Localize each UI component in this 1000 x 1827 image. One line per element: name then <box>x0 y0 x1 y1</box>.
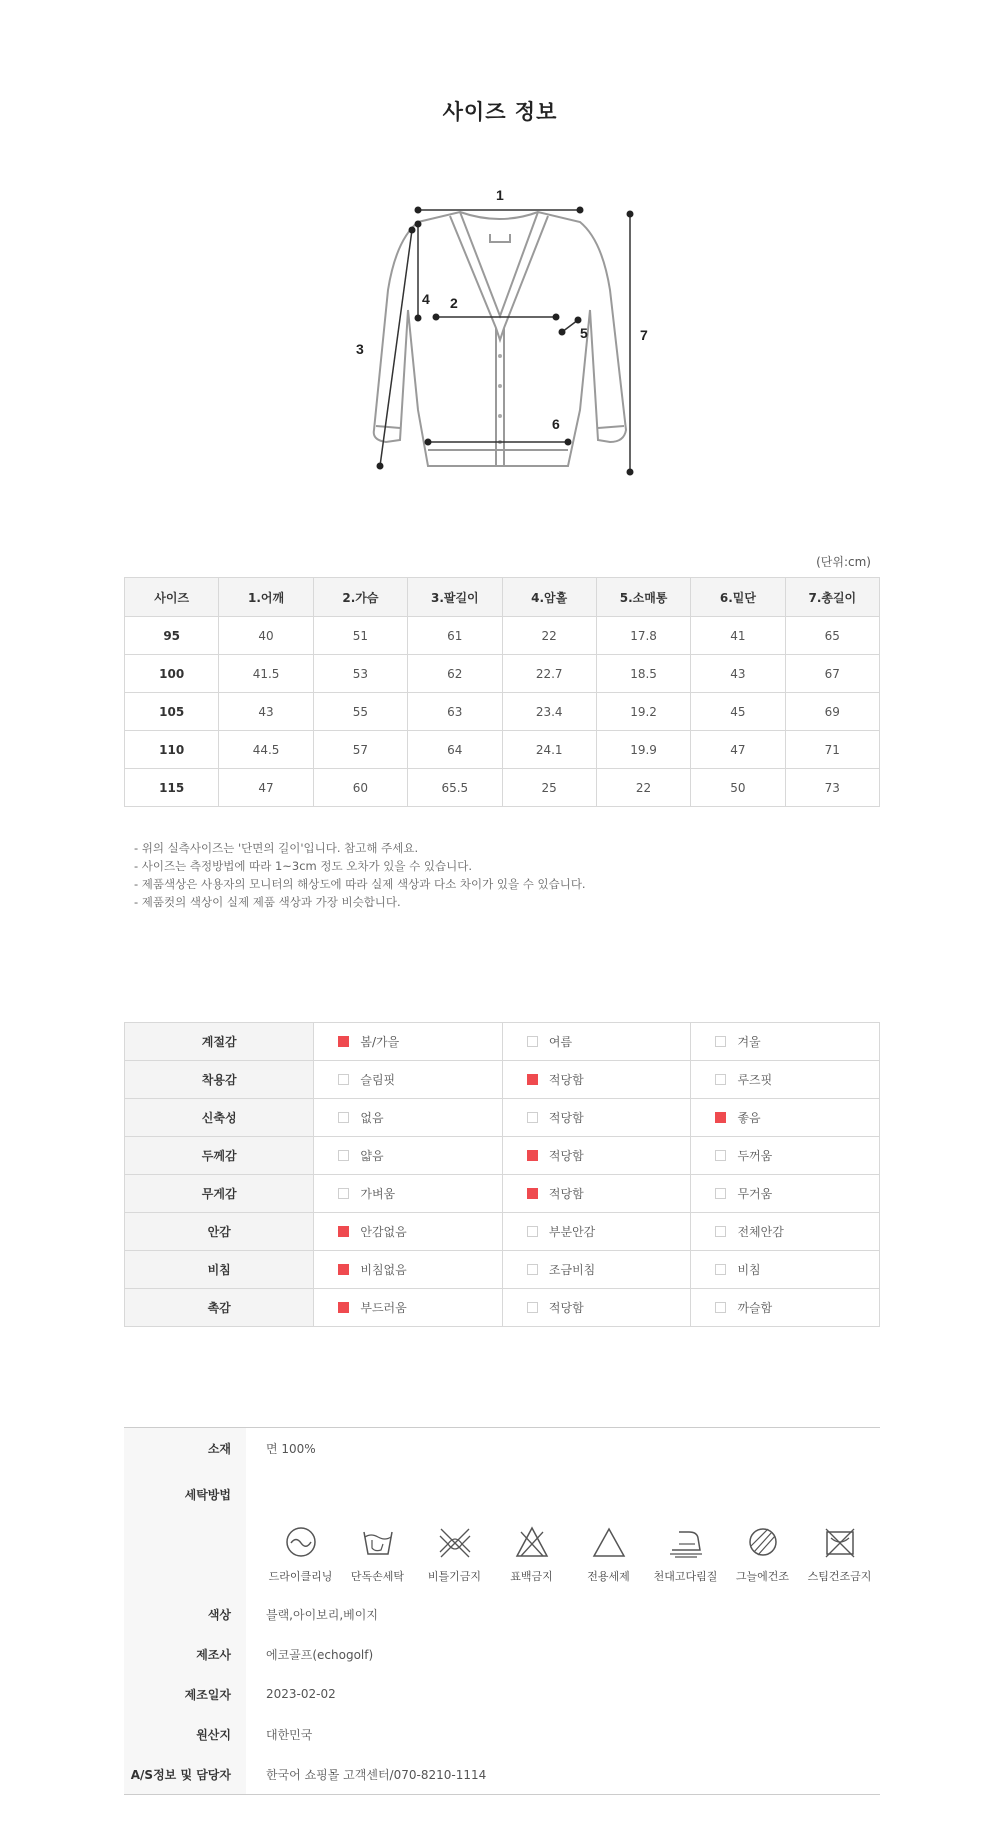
option-label: 적당함 <box>548 1187 584 1201</box>
unchecked-box <box>527 1036 538 1047</box>
as-value: 한국어 쇼핑몰 고객센터/070-8210-1114 <box>266 1767 487 1782</box>
table-cell: 67 <box>785 655 879 693</box>
option-label: 봄/가을 <box>360 1035 400 1049</box>
cardigan-illustration <box>340 180 670 490</box>
property-option <box>502 1175 691 1213</box>
label-3: 3 <box>356 341 364 357</box>
property-option <box>314 1175 503 1213</box>
table-cell: 47 <box>691 731 785 769</box>
checked-box <box>527 1074 538 1085</box>
option-label: 적당함 <box>548 1301 584 1315</box>
table-cell: 41 <box>691 617 785 655</box>
wash-label: 세탁방법 <box>124 1468 246 1594</box>
property-row <box>125 1213 880 1251</box>
label-4: 4 <box>422 291 430 307</box>
iron-cloth-icon <box>667 1524 705 1560</box>
note-item: - 제품색상은 사용자의 모니터의 해상도에 따라 실제 색상과 다소 차이가 있을 수 있습니다. <box>134 877 586 891</box>
unchecked-box <box>338 1188 349 1199</box>
origin-label: 원산지 <box>124 1714 246 1754</box>
table-row <box>125 731 880 769</box>
wash-label-text: 드라이클리닝 <box>268 1570 333 1583</box>
material-label: 소재 <box>124 1428 246 1468</box>
header-cell: 1.어깨 <box>219 578 313 617</box>
option-label: 적당함 <box>548 1149 584 1163</box>
table-row <box>125 693 880 731</box>
property-option <box>502 1099 691 1137</box>
property-option <box>502 1061 691 1099</box>
unchecked-box <box>527 1226 538 1237</box>
checked-box <box>338 1226 349 1237</box>
label-7: 7 <box>640 327 648 343</box>
wash-item <box>570 1524 647 1584</box>
info-row-maker <box>124 1634 880 1674</box>
table-cell: 69 <box>785 693 879 731</box>
option-label: 안감없음 <box>360 1225 407 1239</box>
material-value: 면 100% <box>266 1441 316 1456</box>
table-cell: 43 <box>219 693 313 731</box>
label-5: 5 <box>580 325 588 341</box>
checked-box <box>338 1302 349 1313</box>
wash-item <box>801 1524 878 1584</box>
property-label: 촉감 <box>125 1289 314 1327</box>
table-cell: 47 <box>219 769 313 807</box>
wash-label-text: 비틀기금지 <box>427 1570 482 1583</box>
property-option <box>314 1213 503 1251</box>
note-item: - 사이즈는 측정방법에 따라 1~3cm 정도 오차가 있을 수 있습니다. <box>134 859 473 873</box>
table-cell: 22 <box>502 617 596 655</box>
property-row <box>125 1137 880 1175</box>
unchecked-box <box>715 1036 726 1047</box>
table-cell: 18.5 <box>596 655 690 693</box>
checked-box <box>338 1036 349 1047</box>
option-label: 슬림핏 <box>360 1073 396 1087</box>
option-label: 무거움 <box>737 1187 773 1201</box>
checked-box <box>527 1188 538 1199</box>
wash-item <box>724 1524 801 1584</box>
property-option <box>314 1251 503 1289</box>
table-cell: 73 <box>785 769 879 807</box>
size-cell: 100 <box>125 655 219 693</box>
option-label: 부분안감 <box>548 1225 596 1239</box>
wash-label-text: 단독손세탁 <box>350 1570 405 1583</box>
unchecked-box <box>715 1264 726 1275</box>
unchecked-box <box>527 1302 538 1313</box>
header-cell: 7.총길이 <box>785 578 879 617</box>
unchecked-box <box>715 1302 726 1313</box>
property-row <box>125 1099 880 1137</box>
option-label: 까슬함 <box>737 1301 773 1315</box>
wash-icons <box>246 1468 878 1584</box>
option-label: 겨울 <box>737 1035 761 1049</box>
property-option <box>502 1213 691 1251</box>
table-row <box>125 617 880 655</box>
size-cell: 110 <box>125 731 219 769</box>
unchecked-box <box>715 1188 726 1199</box>
property-option <box>502 1023 691 1061</box>
table-cell: 65 <box>785 617 879 655</box>
table-row <box>125 655 880 693</box>
property-option <box>691 1251 880 1289</box>
header-cell: 3.팔길이 <box>408 578 502 617</box>
product-info <box>124 1427 880 1795</box>
header-cell: 2.가슴 <box>313 578 407 617</box>
table-cell: 41.5 <box>219 655 313 693</box>
table-cell: 17.8 <box>596 617 690 655</box>
table-cell: 22 <box>596 769 690 807</box>
cardigan-measurement-diagram <box>340 180 670 490</box>
dry-cleaning-icon <box>282 1524 320 1560</box>
table-cell: 62 <box>408 655 502 693</box>
size-cell: 105 <box>125 693 219 731</box>
unchecked-box <box>338 1074 349 1085</box>
note-item: - 위의 실측사이즈는 '단면의 길이'입니다. 참고해 주세요. <box>134 841 419 855</box>
note-item: - 제품컷의 색상이 실제 제품 색상과 가장 비슷합니다. <box>134 895 401 909</box>
size-notes <box>134 839 586 911</box>
option-label: 두꺼움 <box>737 1149 773 1163</box>
property-option <box>691 1061 880 1099</box>
property-option <box>314 1023 503 1061</box>
table-cell: 65.5 <box>408 769 502 807</box>
property-label: 착용감 <box>125 1061 314 1099</box>
as-label: A/S정보 및 담당자 <box>124 1754 246 1794</box>
no-wring-icon <box>436 1524 474 1560</box>
neutral-detergent-icon <box>590 1524 628 1560</box>
table-cell: 50 <box>691 769 785 807</box>
property-option <box>502 1137 691 1175</box>
unchecked-box <box>715 1226 726 1237</box>
date-value: 2023-02-02 <box>266 1687 336 1701</box>
option-label: 비침 <box>737 1263 761 1277</box>
table-cell: 44.5 <box>219 731 313 769</box>
size-table <box>124 577 880 807</box>
checked-box <box>715 1112 726 1123</box>
wash-item <box>262 1524 339 1584</box>
unchecked-box <box>338 1150 349 1161</box>
property-option <box>502 1289 691 1327</box>
option-label: 적당함 <box>548 1073 584 1087</box>
option-label: 루즈핏 <box>737 1073 773 1087</box>
table-cell: 19.9 <box>596 731 690 769</box>
maker-label: 제조사 <box>124 1634 246 1674</box>
option-label: 조금비침 <box>548 1263 596 1277</box>
property-label: 신축성 <box>125 1099 314 1137</box>
property-option <box>314 1099 503 1137</box>
color-value: 블랙,아이보리,베이지 <box>266 1607 378 1622</box>
no-tumble-dry-icon <box>821 1524 859 1560</box>
option-label: 적당함 <box>548 1111 584 1125</box>
table-row <box>125 769 880 807</box>
table-cell: 57 <box>313 731 407 769</box>
unchecked-box <box>338 1112 349 1123</box>
property-label: 무게감 <box>125 1175 314 1213</box>
maker-value: 에코골프(echogolf) <box>266 1647 374 1662</box>
table-cell: 25 <box>502 769 596 807</box>
info-row-material <box>124 1428 880 1468</box>
header-cell: 5.소매통 <box>596 578 690 617</box>
info-row-date <box>124 1674 880 1714</box>
property-label: 비침 <box>125 1251 314 1289</box>
label-2: 2 <box>450 295 458 311</box>
unchecked-box <box>715 1074 726 1085</box>
table-cell: 24.1 <box>502 731 596 769</box>
hand-wash-icon <box>359 1524 397 1560</box>
wash-label-text: 그늘에건조 <box>735 1570 790 1583</box>
unchecked-box <box>715 1150 726 1161</box>
option-label: 좋음 <box>737 1111 761 1125</box>
info-row-as <box>124 1754 880 1794</box>
origin-value: 대한민국 <box>266 1727 313 1742</box>
checked-box <box>527 1150 538 1161</box>
table-cell: 53 <box>313 655 407 693</box>
table-cell: 43 <box>691 655 785 693</box>
option-label: 얇음 <box>360 1149 384 1163</box>
property-option <box>314 1061 503 1099</box>
wash-label-text: 표백금지 <box>510 1570 553 1583</box>
header-cell: 6.밑단 <box>691 578 785 617</box>
wash-label-text: 스팀건조금지 <box>807 1570 872 1583</box>
date-label: 제조일자 <box>124 1674 246 1714</box>
option-label: 부드러움 <box>360 1301 407 1315</box>
option-label: 전체안감 <box>737 1225 784 1239</box>
property-option <box>691 1289 880 1327</box>
header-cell: 4.암홀 <box>502 578 596 617</box>
wash-label-text: 천대고다림질 <box>653 1570 718 1583</box>
info-row-origin <box>124 1714 880 1754</box>
property-option <box>691 1023 880 1061</box>
checked-box <box>338 1264 349 1275</box>
product-properties-table <box>124 1022 880 1327</box>
table-cell: 23.4 <box>502 693 596 731</box>
wash-item <box>647 1524 724 1584</box>
shade-dry-icon <box>744 1524 782 1560</box>
unit-note: (단위:cm) <box>816 555 871 569</box>
page-title: 사이즈 정보 <box>442 100 558 124</box>
color-label: 색상 <box>124 1594 246 1634</box>
wash-item <box>416 1524 493 1584</box>
table-cell: 64 <box>408 731 502 769</box>
property-option <box>314 1289 503 1327</box>
table-cell: 45 <box>691 693 785 731</box>
property-label: 계절감 <box>125 1023 314 1061</box>
property-option <box>691 1099 880 1137</box>
table-cell: 60 <box>313 769 407 807</box>
table-cell: 61 <box>408 617 502 655</box>
table-cell: 22.7 <box>502 655 596 693</box>
info-row-color <box>124 1594 880 1634</box>
option-label: 가벼움 <box>360 1187 396 1201</box>
wash-item <box>339 1524 416 1584</box>
property-row <box>125 1289 880 1327</box>
unchecked-box <box>527 1112 538 1123</box>
table-cell: 63 <box>408 693 502 731</box>
size-cell: 95 <box>125 617 219 655</box>
property-option <box>691 1175 880 1213</box>
property-row <box>125 1251 880 1289</box>
wash-label-text: 전용세제 <box>587 1570 630 1583</box>
option-label: 없음 <box>360 1111 384 1125</box>
unchecked-box <box>527 1264 538 1275</box>
size-table-header <box>125 578 880 617</box>
table-cell: 51 <box>313 617 407 655</box>
table-cell: 71 <box>785 731 879 769</box>
label-1: 1 <box>496 187 504 203</box>
property-row <box>125 1175 880 1213</box>
wash-item <box>493 1524 570 1584</box>
property-option <box>691 1137 880 1175</box>
table-cell: 19.2 <box>596 693 690 731</box>
property-option <box>314 1137 503 1175</box>
table-cell: 40 <box>219 617 313 655</box>
option-label: 비침없음 <box>360 1263 407 1277</box>
no-bleach-icon <box>513 1524 551 1560</box>
property-option <box>502 1251 691 1289</box>
size-cell: 115 <box>125 769 219 807</box>
property-label: 안감 <box>125 1213 314 1251</box>
property-label: 두께감 <box>125 1137 314 1175</box>
property-option <box>691 1213 880 1251</box>
option-label: 여름 <box>548 1035 573 1049</box>
label-6: 6 <box>552 416 560 432</box>
property-row <box>125 1023 880 1061</box>
property-row <box>125 1061 880 1099</box>
header-cell: 사이즈 <box>125 578 219 617</box>
info-row-wash <box>124 1468 880 1594</box>
table-cell: 55 <box>313 693 407 731</box>
